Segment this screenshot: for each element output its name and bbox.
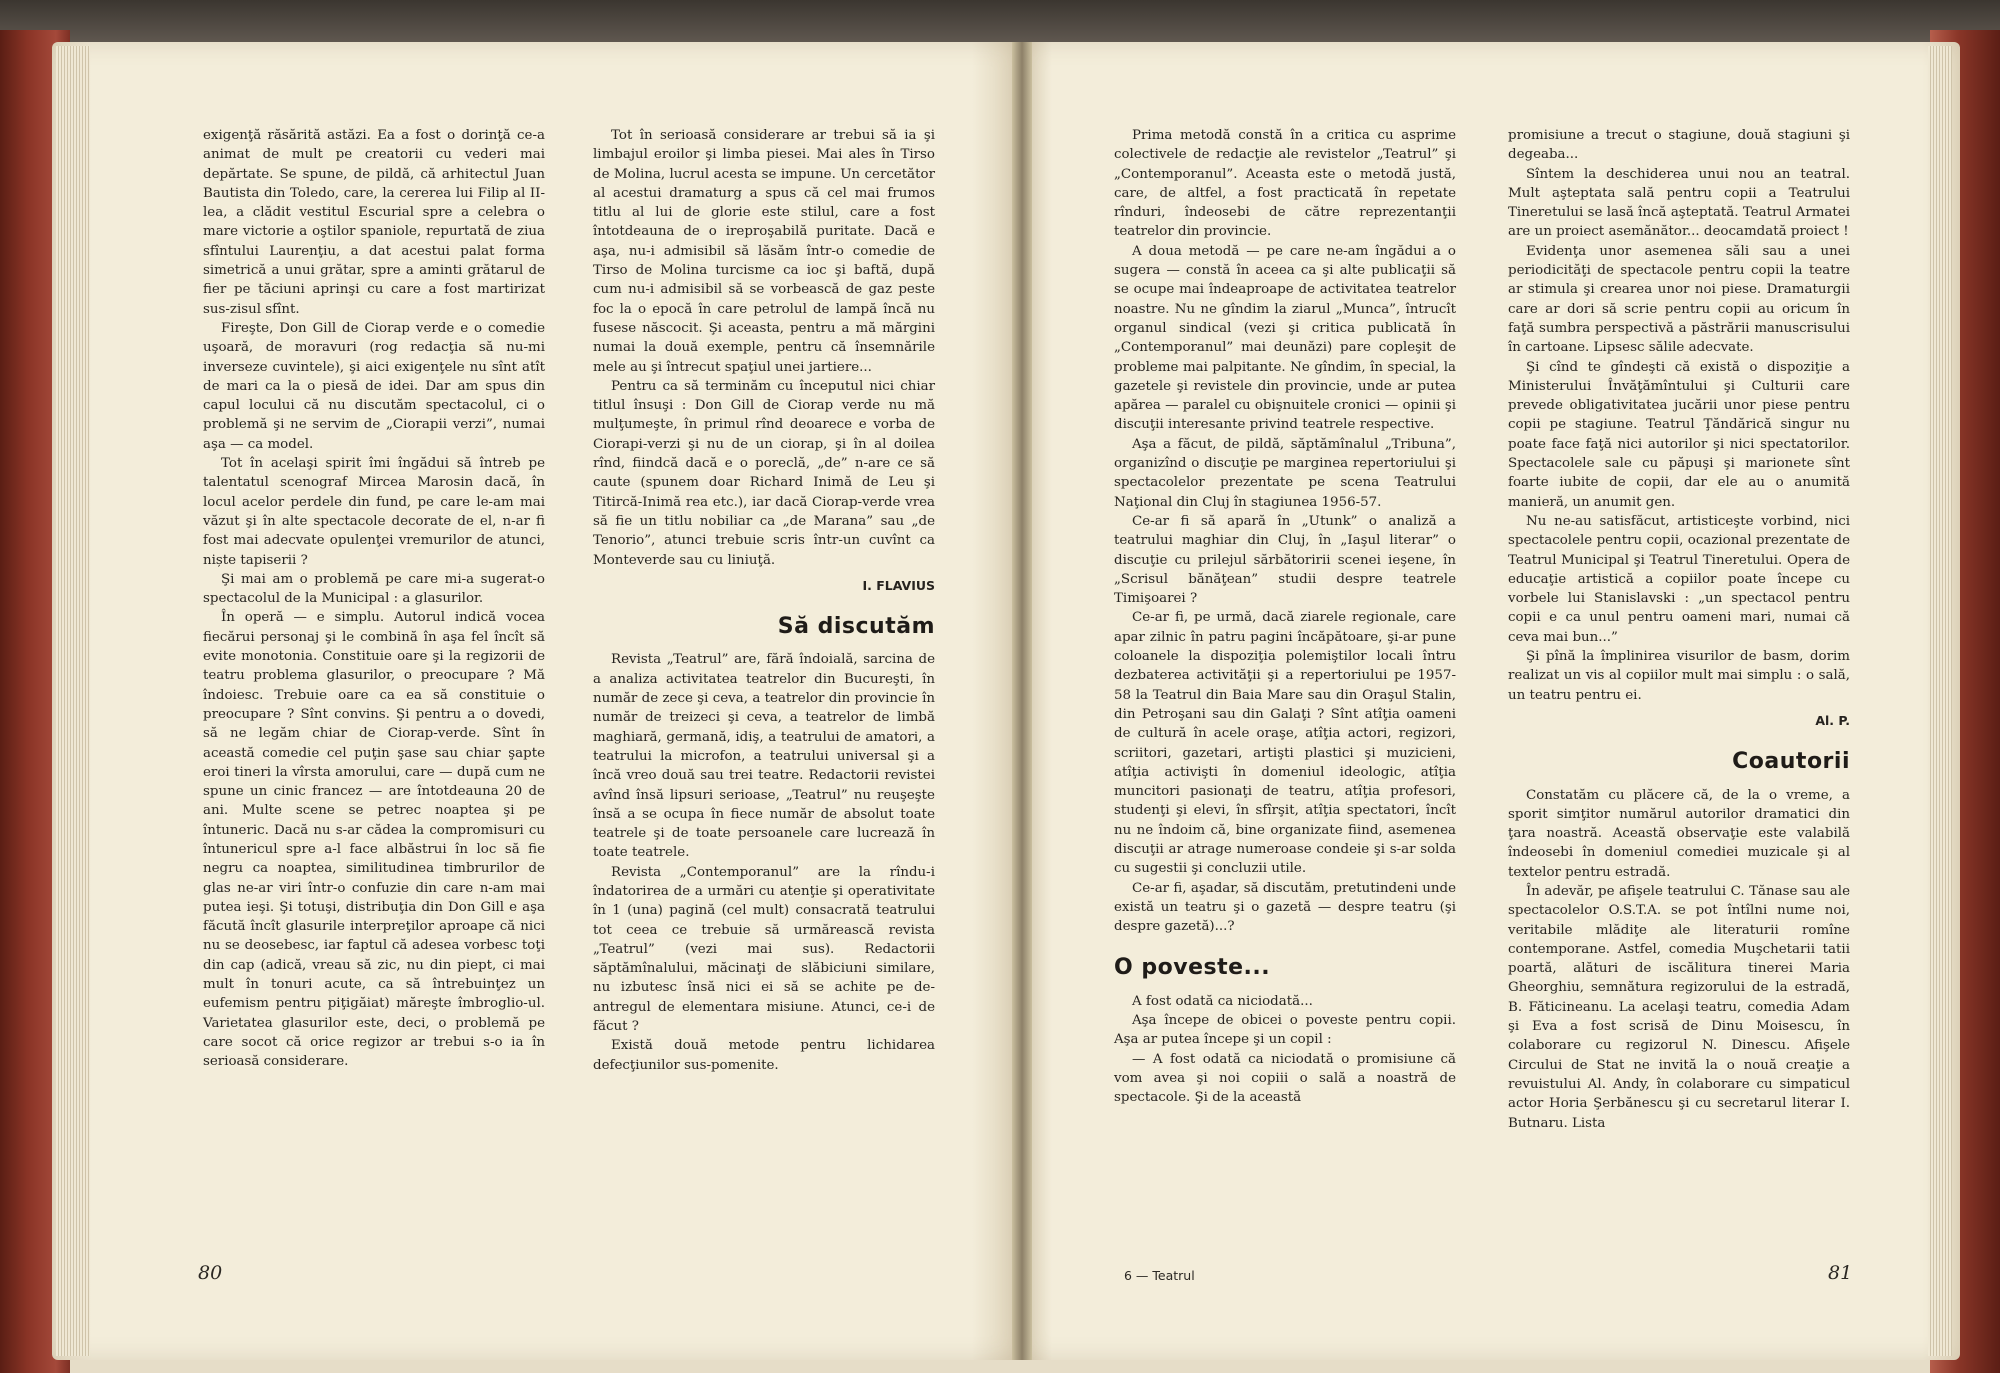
- paragraph: Fireşte, Don Gill de Ciorap verde e o comedie uşoară, de moravuri (rog redacţia să nu-mi inverseze cuvintele), şi aici exigenţele nu sînt atît de mari ca la o piesă de idei. Dar am spus din capul locului că nu discutăm spectacolul, ci o problemă şi ne servim de „Ciorapii verzi”, numai aşa — ca model.: [203, 320, 545, 452]
- paragraph: Revista „Contemporanul” are la rîndu-i îndatorirea de a urmări cu atenţie şi operativitate în 1 (una) pagină (cel mult) consacrată teatrului tot ceea ce trebuie să urmărească revista „Teatrul” (vezi mai sus). Redactorii săptămînalului, măcinaţi de slăbiciuni similare, nu izbutesc însă nici ei să se achite pe de-antregul de elementara misiune. Atunci, ce-i de făcut ?: [593, 864, 935, 1035]
- paragraph: Aşa a făcut, de pildă, săptămînalul „Tribuna”, organizînd o discuţie pe marginea repertoriului şi spectacolelor prezentate pe scena Teatrului Naţional din Cluj în stagiunea 1956-57.: [1114, 436, 1456, 510]
- running-footer: 6 — Teatrul: [1124, 1268, 1195, 1283]
- section-heading: O poveste...: [1114, 955, 1271, 981]
- right-page-column-2: [1508, 126, 1850, 1133]
- paragraph: Revista „Teatrul” are, fără îndoială, sarcina de a analiza activitatea teatrelor din Bucureşti, în număr de zece şi ceva, a teatrelor din provincie în număr de treizeci şi ceva, a teatrelor de limbă maghiară, germană, idiş, a teatrului de amatori, a teatrului la microfon, a teatrului universal şi a încă vreo două sau trei teatre. Redactorii revistei avînd însă lipsuri serioase, „Teatrul” nu reuşeşte însă a se ocupa în fiece număr de absolut toate teatrele şi de toate persoanele care lucrează în toate teatrele.: [593, 652, 935, 861]
- paragraph: Există două metode pentru lichidarea defecţiunilor sus-pomenite.: [593, 1038, 935, 1073]
- paragraph: Şi pînă la împlinirea visurilor de basm, dorim realizat un vis al copiilor mult mai simplu : o sală, un teatru pentru ei.: [1508, 649, 1850, 703]
- left-page-column-2: [593, 126, 935, 1075]
- paragraph: Sîntem la deschiderea unui nou an teatral. Mult aşteptata sală pentru copii a Teatrului Tineretului se lasă încă aşteptată. Teatrul Armatei are un proiect asemănător... deocamdată proiect !: [1508, 166, 1850, 240]
- paragraph: Şi cînd te gîndeşti că există o dispoziţie a Ministerului Învăţămîntului şi Culturii care prevede obligativitatea jucării unor piese pentru copii pe stagiune. Teatrul Ţăndărică singur nu poate face faţă nici autorilor şi nici spectatorilor. Spectacolele sale cu păpuşi şi marionete sînt foarte iubite de copii, dar ele au o anumită manieră, un anumit gen.: [1508, 359, 1850, 510]
- section-heading: Coautorii: [1732, 749, 1850, 775]
- paragraph: Ce-ar fi, pe urmă, dacă ziarele regionale, care apar zilnic în patru pagini încăpătoare, şi-ar pune coloanele la dispoziţia polemiştilor locali întru dezbaterea activităţii şi a repertoriului pe 1957-58 la Teatrul din Baia Mare sau din Oraşul Stalin, din Petroşani sau din Galaţi ? Sînt atîţia oameni de cultură în acele oraşe, atîţia actori, regizori, scriitori, gazetari, artişti plastici şi muzicieni, atîţia activişti în domeniul ideologic, atîţia muncitori pasionaţi de teatru, atîţia profesori, studenţi şi elevi, în sfîrşit, atîţia spectatori, încît nu ne îndoim că, bine organizate fiind, asemenea discuţii ar atrage numeroase condeie şi s-ar solda cu sugestii şi concluzii utile.: [1114, 610, 1456, 877]
- paragraph: Pentru ca să terminăm cu începutul nici chiar titlul însuşi : Don Gill de Ciorap verde nu mă mulţumeşte, în primul rînd deoarece e vorba de Ciorapi-verzi şi nu de un ciorap, şi în al doilea rînd, fiindcă dacă e o poreclă, „de” n-are ce să caute (spunem doar Richard Inimă de Leu şi Titircă-Inimă rea etc.), iar dacă Ciorap-verde vrea să fie un titlu nobiliar ca „de Marana” sau „de Tenorio”, atunci trebuie scris într-un cuvînt ca Monteverde sau cu liniuţă.: [593, 378, 935, 568]
- paragraph: Ce-ar fi să apară în „Utunk” o analiză a teatrului maghiar din Cluj, în „Iaşul literar” o discuţie cu prilejul sărbătoririi scenei ieşene, în „Scrisul bănăţean” studii despre teatrele Timişoarei ?: [1114, 513, 1456, 607]
- paragraph: Prima metodă constă în a critica cu asprime colectivele de redacţie ale revistelor „Teatrul” şi „Contemporanul”. Aceasta este o metodă justă, care, de altfel, a fost practicată în repetate rînduri, îndeosebi de către reprezentanţii teatrelor din provincie.: [1114, 128, 1456, 240]
- paragraph: Tot în serioasă considerare ar trebui să ia şi limbajul eroilor şi limba piesei. Mai ales în Tirso de Molina, lucrul acesta se impune. Un cercetător al acestui dramaturg a spus că cel mai frumos titlu al lui de glorie este stilul, care a fost întotdeauna de o ireproşabilă puritate. Dacă e aşa, nu-i admisibil să lăsăm într-o comedie de Tirso de Molina turcisme ca ioc şi baftă, după cum nu-i admisibil să se vorbească de gaz peste foc la o epocă în care petrolul de lampă încă nu fusese născocit. Şi aceasta, pentru a mă mărgini numai la două exemple, pentru că însemnările mele au şi întrecut spaţiul unei jartiere...: [593, 128, 935, 375]
- paragraph: Constatăm cu plăcere că, de la o vreme, a sporit simţitor numărul autorilor dramatici din ţara noastră. Această observaţie este valabilă îndeosebi în domeniul comediei muzicale şi al textelor pentru estradă.: [1508, 787, 1850, 880]
- paragraph: În operă — e simplu. Autorul indică vocea fiecărui personaj şi le combină în aşa fel încît să evite monotonia. Constituie oare şi la regizorii de teatru problema glasurilor, o preocupare ? Mă îndoiesc. Trebuie oare ca ea să constituie o preocupare ? Sînt convins. Şi pentru a o dovedi, să ne legăm chiar de Ciorap-verde. Sînt în această comedie cel puţin şase sau chiar şapte eroi tineri la vîrsta amorului, care — după cum ne spune un cinic francez — are întotdeauna 20 de ani. Multe scene se petrec noaptea şi pe întuneric. Dacă nu s-ar cădea la compromisuri cu întunericul spre a-l face albăstrui în loc să fie negru ca noaptea, similitudinea timbrurilor de glas ne-ar viri într-o confuzie din care n-am mai putea ieşi. Şi totuşi, distribuţia din Don Gill e aşa făcută încît glasurile interpreţilor aproape că nici nu se deosebesc, iar faptul că adesea vorbesc toţi din cap (adică, vreau să zic, nu din piept, ci mai mult în tonuri acute, ca să întrebuinţez un eufemism pentru piţigăiat) măreşte îmbrogliο-ul. Varietatea glasurilor este, deci, o problemă pe care socot că orice regizor ar trebui s-o ia în serioasă considerare.: [203, 610, 545, 1070]
- paragraph: În adevăr, pe afişele teatrului C. Tănase sau ale spectacolelor O.S.T.A. se pot întîlni nume noi, veritabile mlădiţe ale literaturii romîne contemporane. Astfel, comedia Muşchetarii tatii poartă, alături de iscălitura tinerei Maria Gheorghiu, semnătura regizorului de la estradă, B. Făticineanu. La acelaşi teatru, comedia Adam şi Eva a fost scrisă de Dinu Moisescu, în colaborare cu regizorul N. Dinescu. Afişele Circului de Stat ne invită la o nouă creaţie a revuistului Al. Andy, în colaborare cu simpaticul actor Horia Şerbănescu şi cu secretarul literar I. Butnaru. Lista: [1508, 883, 1850, 1131]
- page-number-left: 80: [198, 1262, 223, 1284]
- author-signature: Al. P.: [1815, 712, 1850, 728]
- book-gutter: [1012, 42, 1032, 1360]
- paragraph: Şi mai am o problemă pe care mi-a sugerat-o spectacolul de la Municipal : a glasurilor.: [203, 571, 545, 607]
- author-signature: I. FLAVIUS: [862, 577, 935, 593]
- book-binding-top: [0, 0, 2000, 46]
- paragraph: Evidenţa unor asemenea săli sau a unei periodicităţi de spectacole pentru copii la teatre ar stimula şi crearea unor noi piese. Dramaturgii care ar dori să scrie pentru copii au oricum în faţă sumbra perspectivă a păstrării manuscrisului în cartoane. Lipsesc sălile adecvate.: [1508, 243, 1850, 356]
- paragraph: Nu ne-au satisfăcut, artisticeşte vorbind, nici spectacolele pentru copii, ocazional prezentate de Teatrul Municipal şi Teatrul Tineretului. Opera de educaţie artistică a copiilor poate începe cu vorbele lui Stanislavski : „un spectacol pentru copii e ca unul pentru oameni mari, numai că ceva mai bun...”: [1508, 513, 1850, 645]
- page-stack-right: [1928, 46, 1952, 1356]
- paragraph: Ce-ar fi, aşadar, să discutăm, pretutindeni unde există un teatru şi o gazetă — despre teatru (şi despre gazetă)...?: [1114, 880, 1456, 935]
- paragraph: Tot în acelaşi spirit îmi îngădui să întreb pe talentatul scenograf Mircea Marosin dacă, în locul acelor perdele din fund, pe care le-am mai văzut şi în alte spectacole decorate de el, n-ar fi fost mai adecvate opulenţei vremurilor de atunci, niște tapiserii ?: [203, 456, 545, 568]
- page-stack-left: [56, 46, 90, 1356]
- paragraph: promisiune a trecut o stagiune, două stagiuni şi degeaba...: [1508, 128, 1850, 163]
- right-page-column-1: [1114, 126, 1456, 1108]
- section-heading: Să discutăm: [777, 614, 935, 640]
- paragraph: exigenţă răsărită astăzi. Ea a fost o dorinţă ce-a animat de mult pe creatorii cu vederi mai depărtate. Se spune, de pildă, că arhitectul Juan Bautista din Toledo, care, la cererea lui Filip al II-lea, a clădit vestitul Escurial spre a celebra o mare victorie a oştilor spaniole, repurtată de ziua sfîntului Laurenţiu, a dat acestui palat forma simetrică a unui grătar, spre a aminti grătarul de fier pe tăciuni aprinşi cu care a fost martirizat sus-zisul sfînt.: [203, 128, 545, 317]
- page-number-right: 81: [1828, 1262, 1853, 1284]
- paragraph: A fost odată ca niciodată...: [1132, 993, 1313, 1009]
- paragraph: — A fost odată ca niciodată o promisiune că vom avea şi noi copiii o sală a noastră de spectacole. Şi de la această: [1114, 1051, 1456, 1106]
- paragraph: A doua metodă — pe care ne-am îngădui a o sugera — constă în aceea ca şi alte publicaţii să se ocupe mai îndeaproape de activitatea teatrelor noastre. Nu ne gîndim la ziarul „Munca”, întrucît organul sindical (vezi şi critica publicată în „Contemporanul” mai deunăzi) pare copleşit de probleme mai palpitante. Ne gîndim, în special, la gazetele şi revistele din provincie, unde ar putea apărea — paralel cu obişnuitele cronici — opinii şi discuţii interesante privind teatrele respective.: [1114, 243, 1456, 433]
- paragraph: Aşa începe de obicei o poveste pentru copii. Aşa ar putea începe şi un copil :: [1114, 1013, 1456, 1048]
- left-page-column-1: [203, 126, 545, 1072]
